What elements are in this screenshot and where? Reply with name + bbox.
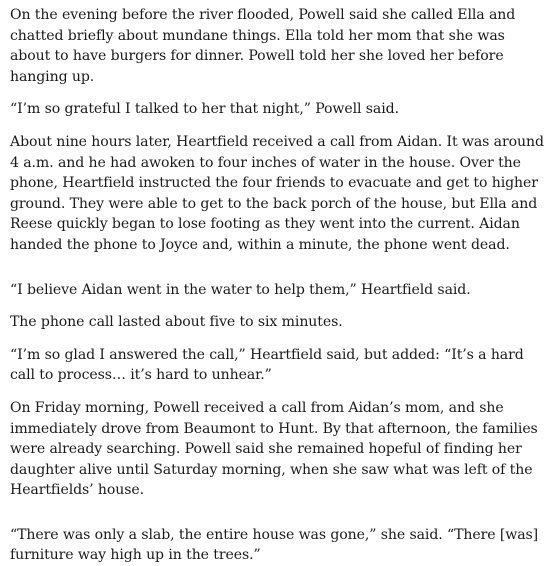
paragraph-answered-quote: “I’m so glad I answered the call,” Heartfield said, but added: “It’s a hard call to process… it’s hard to unhear.” — [10, 346, 524, 384]
paragraph-aidan-water-quote: “I believe Aidan went in the water to help them,” Heartfield said. — [10, 281, 471, 298]
paragraph-evening-call: On the evening before the river flooded, Powell said she called Ella and chatted briefly about mundane things. Ella told her mom that she was about to have burgers for dinner. Powell told her she loved her before hanging up. — [10, 7, 516, 85]
paragraph-slab-quote: “There was only a slab, the entire house was gone,” she said. “There [was] furniture way high up in the trees.” — [10, 526, 539, 564]
paragraph-call-duration: The phone call lasted about five to six minutes. — [10, 314, 343, 331]
paragraph-grateful-quote: “I’m so grateful I talked to her that night,” Powell said. — [10, 101, 399, 118]
paragraph-friday-morning: On Friday morning, Powell received a call from Aidan’s mom, and she immediately drove from Beaumont to Hunt. By that afternoon, the families were already searching. Powell said she remained hopeful of finding her daughter alive until Saturday morning, when she saw what was left of the Heartfields’ house. — [10, 399, 538, 499]
paragraph-aidan-call: About nine hours later, Heartfield received a call from Aidan. It was around 4 a.m. and he had awoken to four inches of water in the house. Over the phone, Heartfield instructed the four friends to evacuate and get to higher ground. They were able to get to the back porch of the house, but Ella and Reese quickly began to lose footing as they went into the current. Aidan handed the phone to Joyce and, within a minute, the phone went dead. — [10, 133, 544, 253]
